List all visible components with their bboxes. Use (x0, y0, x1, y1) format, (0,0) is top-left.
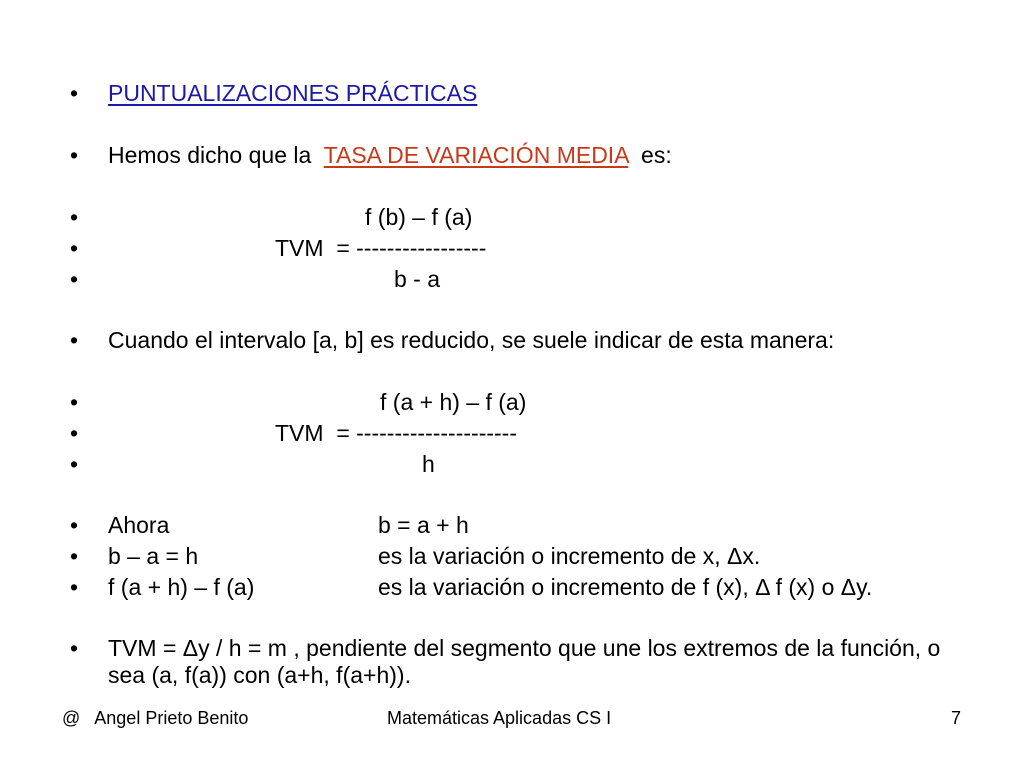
bma-label: b – a = h (108, 543, 199, 569)
bullet-dot: • (70, 420, 79, 446)
bullet-dot: • (70, 235, 79, 261)
tvm-final-text: TVM = Δy / h = m , pendiente del segmento que une los extremos de la función, o sea (a, f(a)) con (a+h, f(a+h)). (108, 635, 941, 688)
frac1-denominator: b - a (394, 266, 441, 292)
footer-page-number: 7 (951, 708, 962, 728)
frac1-numerator: f (b) – f (a) (365, 204, 473, 230)
footer-author: @ Angel Prieto Benito (62, 708, 249, 728)
bullet-dot: • (70, 266, 79, 292)
tvm-intro-suffix: es: (628, 142, 672, 168)
bullet-dot: • (70, 635, 79, 661)
frac2-denominator: h (422, 451, 435, 477)
interval-text: Cuando el intervalo [a, b] es reducido, se suele indicar de esta manera: (108, 327, 835, 353)
tvm-term-link[interactable]: TASA DE VARIACIÓN MEDIA (323, 142, 629, 168)
bullet-tvm-final (0, 635, 1024, 716)
fah-explanation: es la variación o incremento de f (x), Δ f (x) o Δy. (378, 574, 873, 600)
bullet-dot: • (70, 512, 79, 538)
bullet-dot: • (70, 327, 79, 353)
frac2-numerator: f (a + h) – f (a) (380, 389, 527, 415)
slide-heading: PUNTUALIZACIONES PRÁCTICAS (108, 80, 478, 106)
bullet-dot: • (70, 574, 79, 600)
bullet-dot: • (70, 80, 79, 106)
bullet-dot: • (70, 389, 79, 415)
tvm-intro-line (108, 142, 672, 169)
bullet-dot: • (70, 543, 79, 569)
tvm-intro-prefix: Hemos dicho que la (108, 142, 324, 168)
bullet-dot: • (70, 142, 79, 168)
ahora-equation: b = a + h (378, 512, 469, 538)
bullet-dot: • (70, 451, 79, 477)
frac1-tvm-line: TVM = ----------------- (275, 235, 487, 261)
frac2-tvm-line: TVM = --------------------- (275, 420, 517, 446)
bullet-dot: • (70, 204, 79, 230)
ahora-label: Ahora (108, 512, 170, 538)
bma-explanation: es la variación o incremento de x, Δx. (378, 543, 761, 569)
fah-label: f (a + h) – f (a) (108, 574, 255, 600)
footer-course: Matemáticas Aplicadas CS I (387, 708, 612, 728)
